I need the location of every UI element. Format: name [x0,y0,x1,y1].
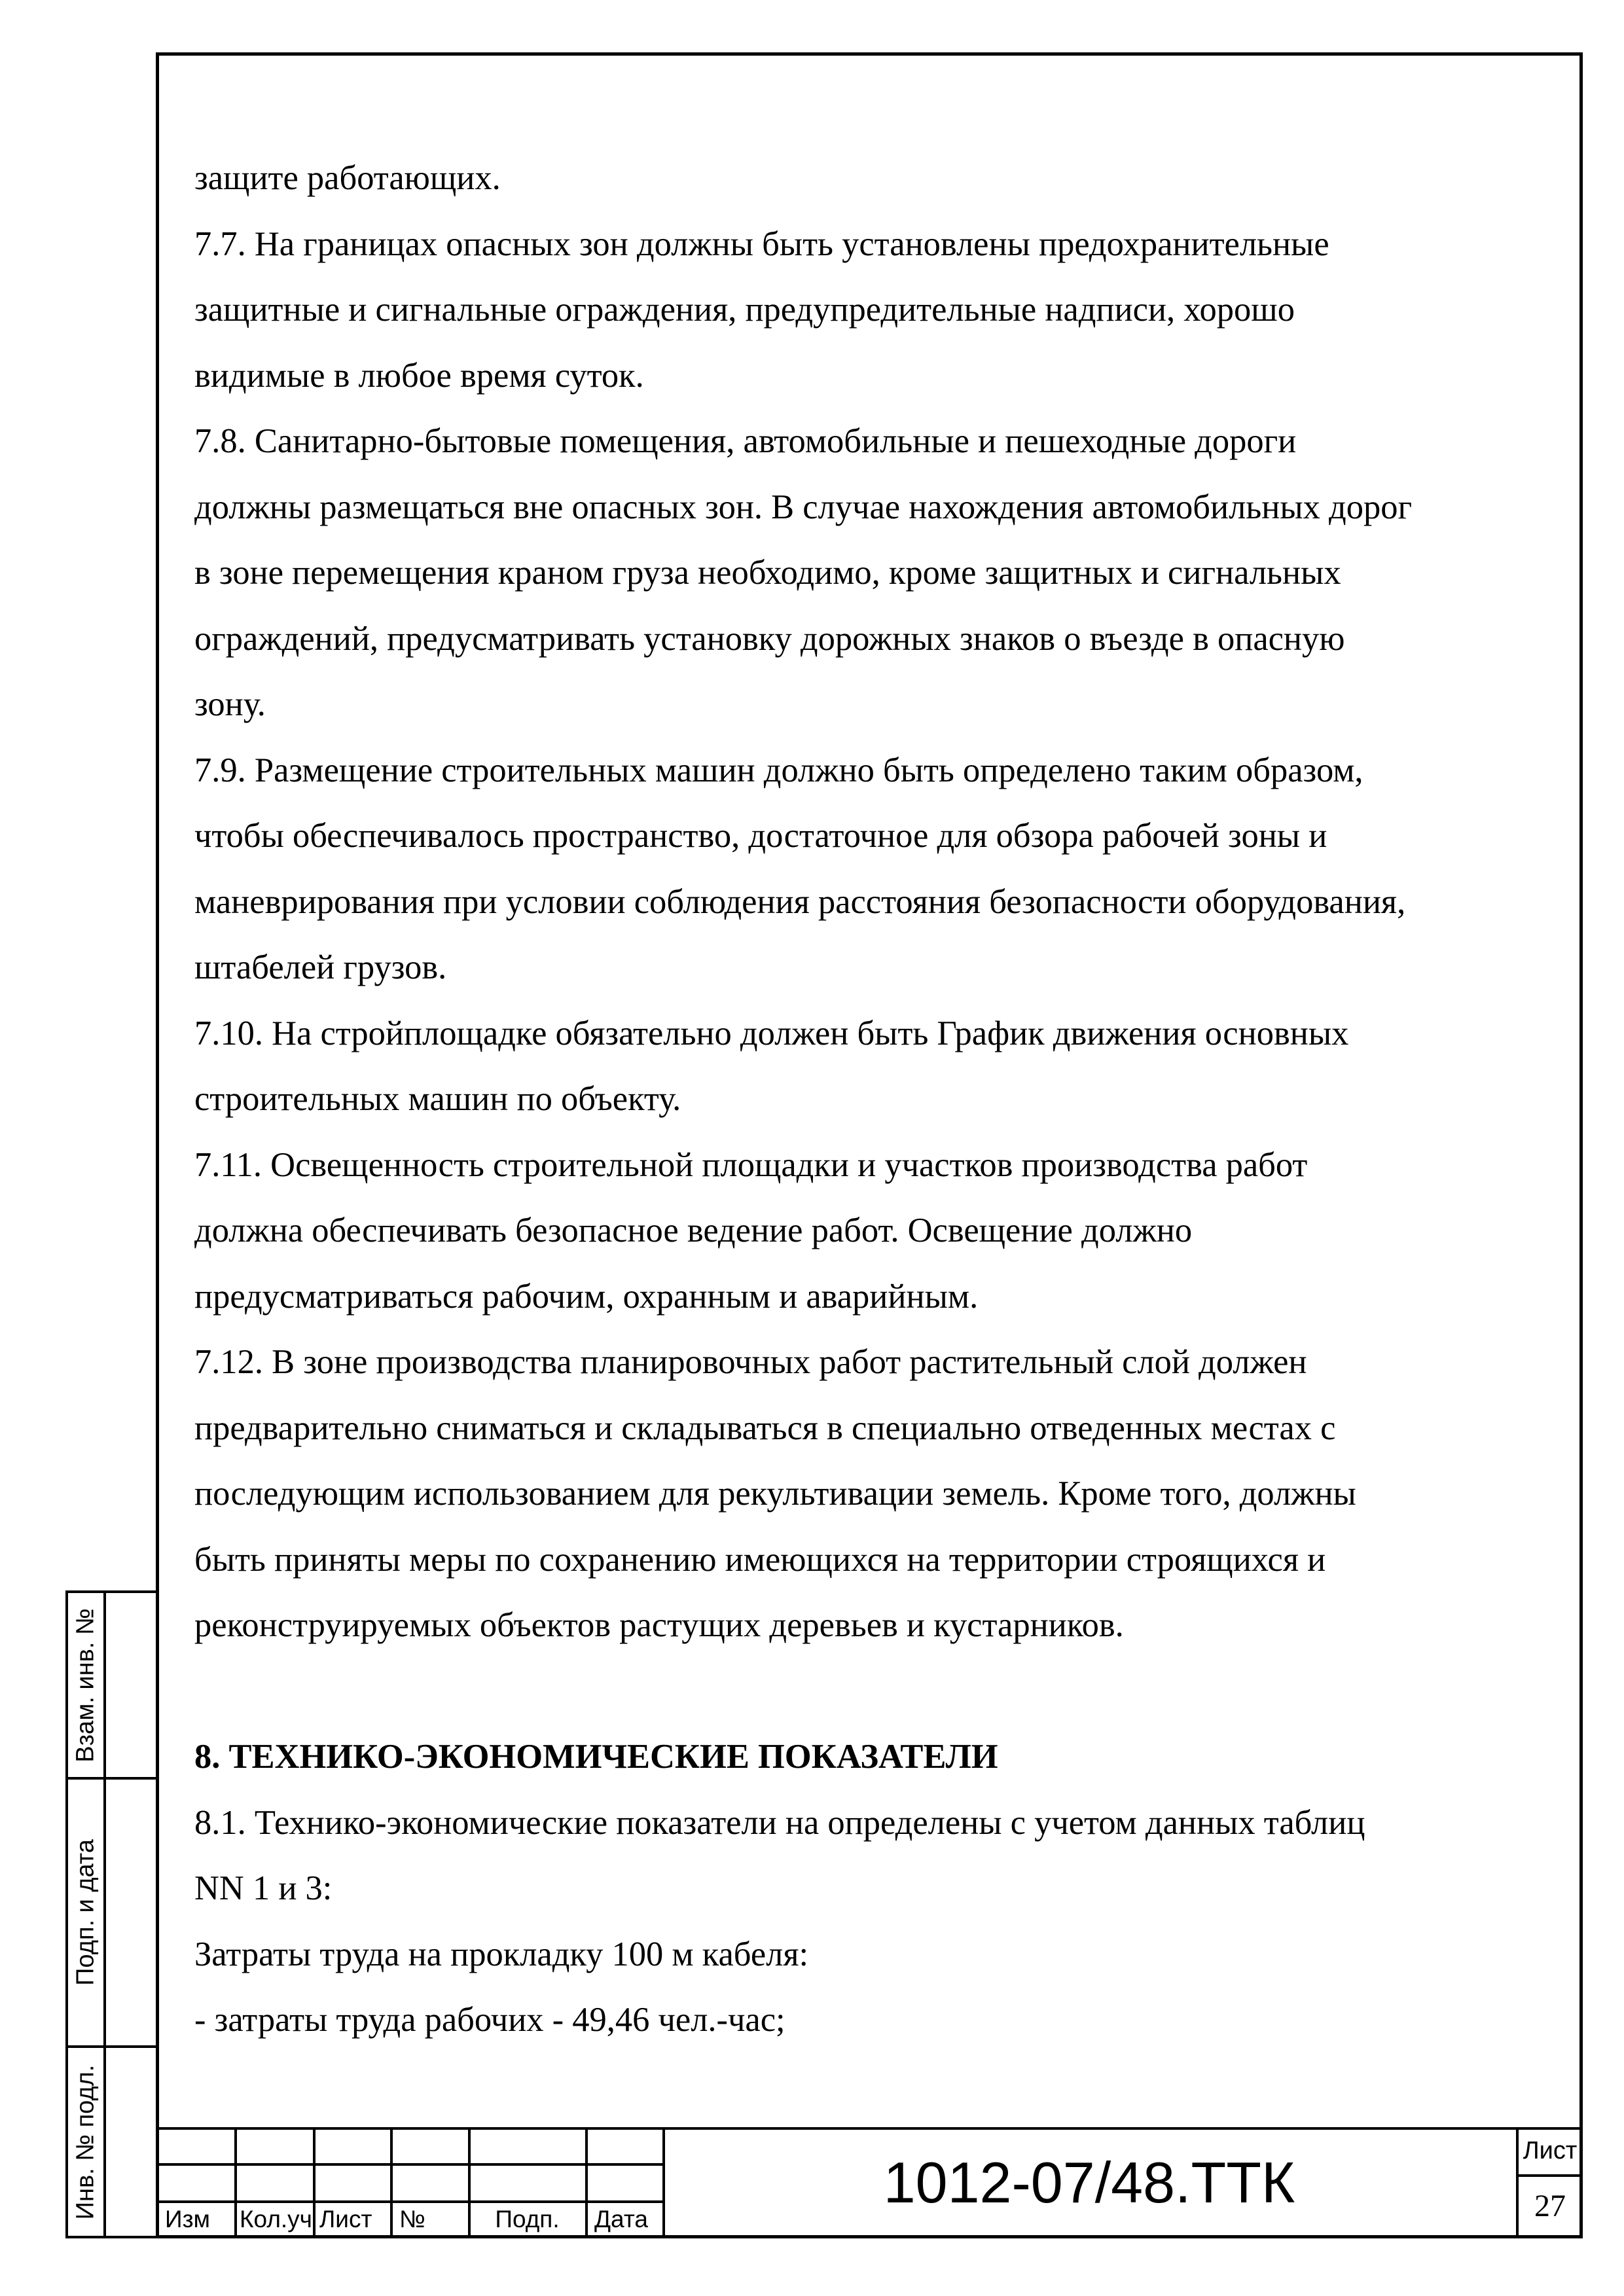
caption-num: № [399,2206,425,2233]
side-stamp-podp-label: Подп. и дата [71,1839,99,1986]
paragraph-line: зону. [194,685,266,723]
document-number: 1012-07/48.ТТК [883,2150,1295,2215]
side-stamp-podp [65,1777,156,2045]
paragraph-line: строительных машин по объекту. [194,1080,681,1118]
paragraph-line: последующим использованием для рекультивации земель. Кроме того, должны [194,1475,1356,1513]
paragraph-line: 7.9. Размещение строительных машин должно быть определено таким образом, [194,751,1363,789]
paragraph-line: реконструируемых объектов растущих деревьев и кустарников. [194,1606,1124,1644]
paragraph-line: защите работающих. [194,159,501,197]
side-stamp-vzam [65,1590,156,1777]
paragraph-line: видимые в любое время суток. [194,356,644,395]
side-stamp-inv [65,2045,156,2238]
paragraph-line: - затраты труда рабочих - 49,46 чел.-час; [194,2001,785,2039]
caption-izm: Изм [165,2206,210,2233]
paragraph-line: предварительно сниматься и складываться в специально отведенных местах с [194,1408,1336,1447]
paragraph-line: 7.11. Освещенность строительной площадки и участков производства работ [194,1145,1308,1184]
paragraph-line: должны размещаться вне опасных зон. В случае нахождения автомобильных дорог [194,488,1412,526]
paragraph-line: 7.7. На границах опасных зон должны быть установлены предохранительные [194,224,1329,263]
caption-list: Лист [319,2206,372,2233]
paragraph-line: 7.8. Санитарно-бытовые помещения, автомобильные и пешеходные дороги [194,422,1297,460]
document-body [194,145,1556,2053]
sheet-label: Лист [1523,2136,1578,2164]
paragraph-line: защитные и сигнальные ограждения, предупредительные надписи, хорошо [194,291,1295,329]
paragraph-line: маневрирования при условии соблюдения расстояния безопасности оборудования, [194,882,1406,921]
section-heading: 8. ТЕХНИКО-ЭКОНОМИЧЕСКИЕ ПОКАЗАТЕЛИ [194,1738,998,1776]
paragraph-line: NN 1 и 3: [194,1869,333,1907]
caption-data: Дата [594,2206,648,2233]
paragraph-line: 7.12. В зоне производства планировочных работ растительный слой должен [194,1343,1307,1381]
paragraph-line: быть приняты меры по сохранению имеющихся на территории строящихся и [194,1540,1326,1579]
paragraph-line: ограждений, предусматривать установку дорожных знаков о въезде в опасную [194,619,1345,658]
title-block-top-line [156,2127,1583,2130]
side-stamp-vzam-label: Взам. инв. № [71,1607,99,1763]
paragraph-line: 8.1. Технико-экономические показатели на определены с учетом данных таблиц [194,1803,1365,1842]
paragraph-line: в зоне перемещения краном груза необходимо, кроме защитных и сигнальных [194,554,1341,592]
blank-line [194,1659,1556,1725]
caption-podp: Подп. [495,2206,560,2233]
paragraph-line: Затраты труда на прокладку 100 м кабеля: [194,1935,809,1973]
paragraph-line: предусматриваться рабочим, охранным и аварийным. [194,1277,979,1316]
side-stamp-inv-label: Инв. № подл. [71,2064,99,2219]
sheet-number: 27 [1534,2188,1566,2223]
paragraph-line: штабелей грузов. [194,948,447,986]
caption-kolu: Кол.уч [240,2206,312,2233]
paragraph-line: чтобы обеспечивалось пространство, достаточное для обзора рабочей зоны и [194,817,1327,855]
paragraph-line: 7.10. На стройплощадке обязательно должен быть График движения основных [194,1014,1349,1052]
paragraph-line: должна обеспечивать безопасное ведение работ. Освещение должно [194,1211,1193,1249]
